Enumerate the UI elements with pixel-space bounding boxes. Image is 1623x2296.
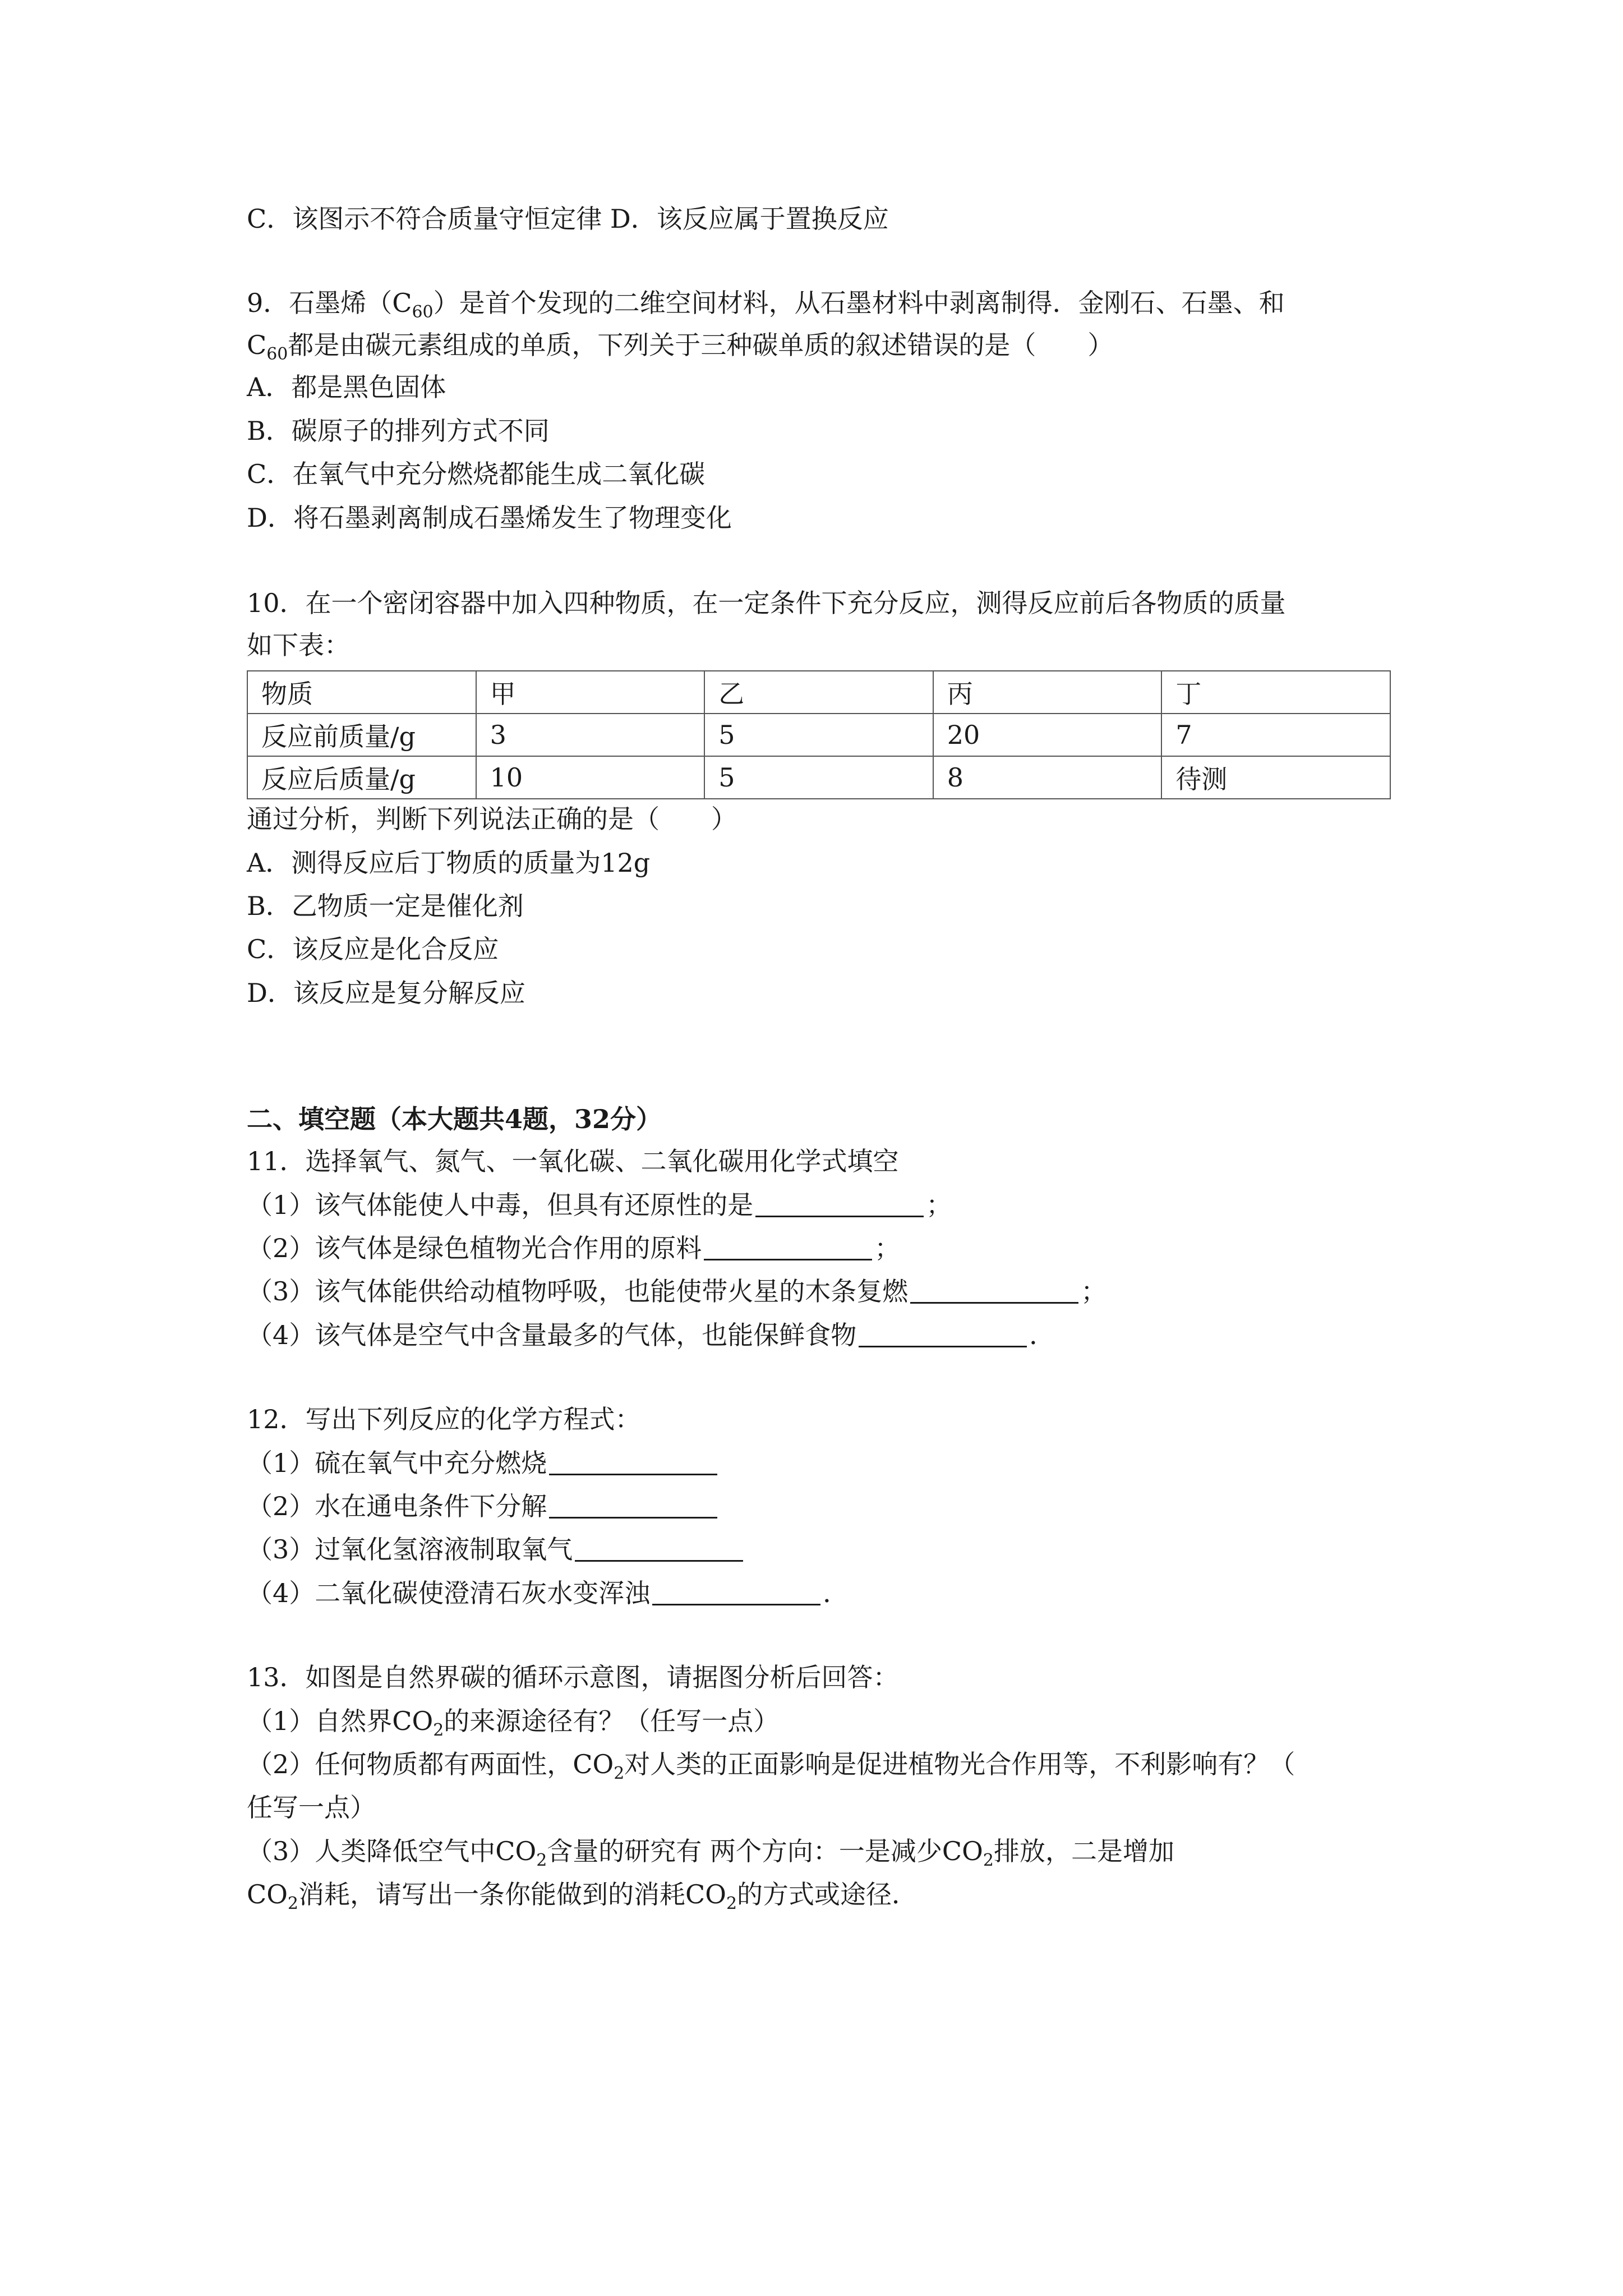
q12-item-2: （2）水在通电条件下分解 xyxy=(247,1489,720,1523)
q9-stem-line2: $C_{60}$都是由碳元素组成的单质，下列关于三种碳单质的叙述错误的是（ ） xyxy=(247,330,1114,364)
q13-part-2-line2: 任写一点） xyxy=(247,1792,376,1823)
q9-option-d: D．将石墨剥离制成石墨烯发生了物理变化 xyxy=(247,503,732,533)
table-cell: 反应前质量/g xyxy=(247,714,476,756)
q11-stem: 11．选择氧气、氮气、一氧化碳、二氧化碳用化学式填空 xyxy=(247,1146,899,1176)
q12-item-4: （4）二氧化碳使澄清石灰水变浑浊 ． xyxy=(247,1578,849,1608)
q11-item-1: （1）该气体能使人中毒，但具有还原性的是 ； xyxy=(247,1190,952,1220)
answer-blank[interactable] xyxy=(704,1234,872,1260)
q11-item-2: （2）该气体是绿色植物光合作用的原料 ； xyxy=(247,1233,901,1263)
q12-stem: 12．写出下列反应的化学方程式： xyxy=(247,1404,641,1434)
table-row xyxy=(247,671,1390,714)
q9-option-a: A．都是黑色固体 xyxy=(247,372,446,402)
q12-item-1: （1）硫在氧气中充分燃烧 xyxy=(247,1446,720,1480)
q13-part-3-line2: $CO_2$消耗，请写出一条你能做到的消耗$CO_2$的方式或途径． xyxy=(247,1879,918,1913)
table-cell: 7 xyxy=(1161,714,1390,756)
section-heading: 二、填空题（本大题共4题，32分） xyxy=(247,1104,662,1134)
answer-blank[interactable] xyxy=(755,1191,924,1217)
q9-option-c: C．在氧气中充分燃烧都能生成二氧化碳 xyxy=(247,459,706,489)
q10-option-a: A．测得反应后丁物质的质量为12g xyxy=(247,848,651,878)
answer-blank[interactable] xyxy=(910,1277,1078,1304)
table-cell: 待测 xyxy=(1161,756,1390,799)
table-cell: 10 xyxy=(476,756,705,799)
table-cell: 甲 xyxy=(476,671,705,714)
q10-option-b: B．乙物质一定是催化剂 xyxy=(247,891,524,921)
table-cell: 20 xyxy=(933,714,1162,756)
q11-item-3: （3）该气体能供给动植物呼吸，也能使带火星的木条复燃 ； xyxy=(247,1276,1107,1306)
table-cell: 丁 xyxy=(1161,671,1390,714)
table-cell: 3 xyxy=(476,714,705,756)
table-cell: 反应后质量/g xyxy=(247,756,476,799)
answer-blank[interactable] xyxy=(859,1321,1027,1347)
q9-option-b: B．碳原子的排列方式不同 xyxy=(247,416,550,446)
q13-part-3: （3）人类降低空气中$CO_2$含量的研究有 两个方向：一是减少$CO_2$排放，二是增加 xyxy=(247,1836,1174,1870)
q13-stem: 13．如图是自然界碳的循环示意图，请据图分析后回答： xyxy=(247,1662,899,1692)
q10-option-d: D．该反应是复分解反应 xyxy=(247,978,525,1008)
q9-stem-line1: 9．石墨烯$(C_{60})$是首个发现的二维空间材料，从石墨材料中剥离制得．金刚石、石墨、和 xyxy=(247,288,1285,322)
mass-table xyxy=(247,670,1391,799)
table-cell: 乙 xyxy=(704,671,933,714)
q13-part-2: （2）任何物质都有两面性，$CO_2$对人类的正面影响是促进植物光合作用等，不利影响有？（ xyxy=(247,1749,1295,1783)
q13-part-1: （1）自然界$CO_2$的来源途径有？（任写一点） xyxy=(247,1706,780,1740)
q10-stem-line2: 如下表： xyxy=(247,630,350,660)
answer-blank[interactable] xyxy=(575,1535,743,1562)
q11-item-4: （4）该气体是空气中含量最多的气体，也能保鲜食物 ． xyxy=(247,1320,1055,1350)
table-cell: 物质 xyxy=(247,671,476,714)
answer-blank[interactable] xyxy=(652,1579,820,1605)
q10-stem-line1: 10．在一个密闭容器中加入四种物质，在一定条件下充分反应，测得反应前后各物质的质量 xyxy=(247,588,1286,618)
table-row xyxy=(247,714,1390,756)
table-cell: 5 xyxy=(704,756,933,799)
table-cell: 丙 xyxy=(933,671,1162,714)
q12-item-3: （3）过氧化氢溶液制取氧气 xyxy=(247,1533,745,1566)
answer-blank[interactable] xyxy=(549,1492,717,1519)
q10-question: 通过分析，判断下列说法正确的是（ ） xyxy=(247,804,737,834)
q8-options-cd: C．该图示不符合质量守恒定律 D．该反应属于置换反应 xyxy=(247,204,889,234)
table-row xyxy=(247,756,1390,799)
answer-blank[interactable] xyxy=(549,1449,717,1475)
q10-option-c: C．该反应是化合反应 xyxy=(247,934,499,964)
table-cell: 8 xyxy=(933,756,1162,799)
table-cell: 5 xyxy=(704,714,933,756)
